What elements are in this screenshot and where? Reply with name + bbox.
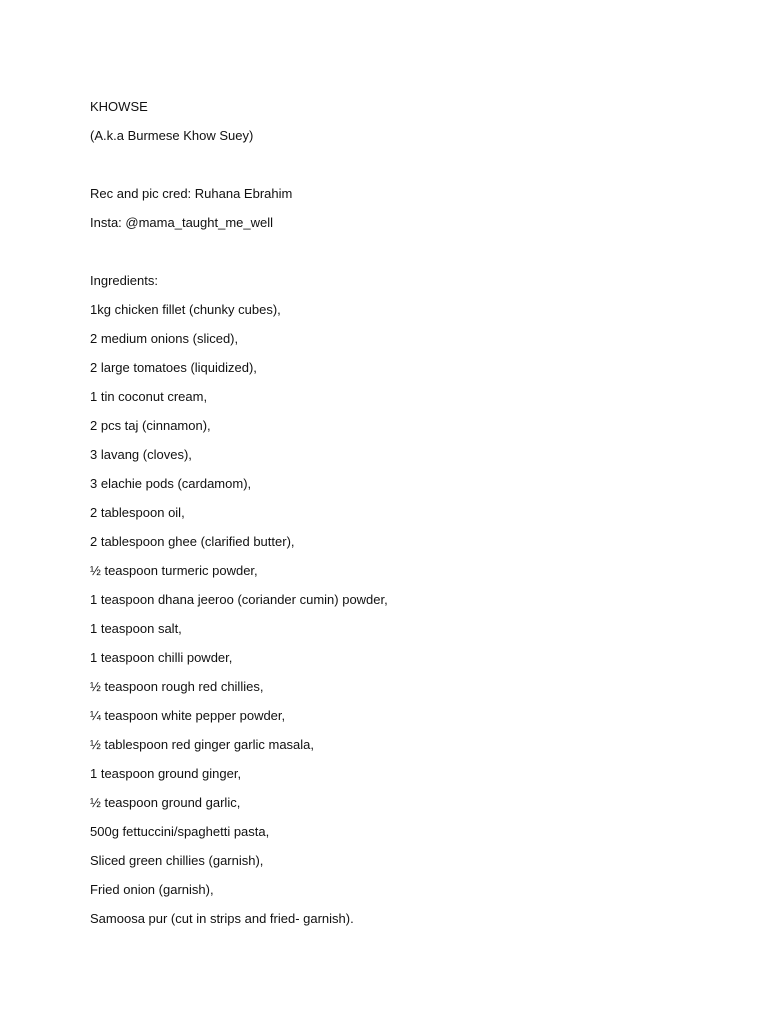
recipe-instagram: Insta: @mama_taught_me_well xyxy=(90,215,274,230)
spacer xyxy=(90,150,730,179)
ingredient-item: ¼ teaspoon white pepper powder, xyxy=(90,708,286,723)
ingredient-item: 2 tablespoon oil, xyxy=(90,505,185,520)
ingredient-item: 3 lavang (cloves), xyxy=(90,447,192,462)
ingredient-item: ½ teaspoon turmeric powder, xyxy=(90,563,258,578)
ingredient-item: 2 pcs taj (cinnamon), xyxy=(90,418,211,433)
ingredient-item: 1 tin coconut cream, xyxy=(90,389,208,404)
ingredient-item: 500g fettuccini/spaghetti pasta, xyxy=(90,824,270,839)
ingredient-item: 1kg chicken fillet (chunky cubes), xyxy=(90,302,281,317)
ingredient-item: 2 large tomatoes (liquidized), xyxy=(90,360,257,375)
ingredient-item: Samoosa pur (cut in strips and fried- garnish). xyxy=(90,911,354,926)
ingredients-heading: Ingredients: xyxy=(90,273,158,288)
ingredient-item: ½ teaspoon ground garlic, xyxy=(90,795,241,810)
ingredient-item: 2 tablespoon ghee (clarified butter), xyxy=(90,534,295,549)
ingredient-item: ½ teaspoon rough red chillies, xyxy=(90,679,264,694)
ingredient-item: 1 teaspoon chilli powder, xyxy=(90,650,233,665)
recipe-credit: Rec and pic cred: Ruhana Ebrahim xyxy=(90,186,293,201)
ingredient-item: 1 teaspoon salt, xyxy=(90,621,182,636)
ingredient-item: 2 medium onions (sliced), xyxy=(90,331,239,346)
recipe-title: KHOWSE xyxy=(90,99,148,114)
ingredient-item: 1 teaspoon ground ginger, xyxy=(90,766,242,781)
ingredient-item: Fried onion (garnish), xyxy=(90,882,214,897)
spacer xyxy=(90,237,730,266)
ingredient-item: ½ tablespoon red ginger garlic masala, xyxy=(90,737,315,752)
ingredient-item: Sliced green chillies (garnish), xyxy=(90,853,264,868)
ingredient-item: 3 elachie pods (cardamom), xyxy=(90,476,252,491)
ingredient-item: 1 teaspoon dhana jeeroo (coriander cumin) powder, xyxy=(90,592,388,607)
ingredients-list xyxy=(90,295,730,933)
recipe-document xyxy=(90,92,730,933)
recipe-subtitle: (A.k.a Burmese Khow Suey) xyxy=(90,128,254,143)
